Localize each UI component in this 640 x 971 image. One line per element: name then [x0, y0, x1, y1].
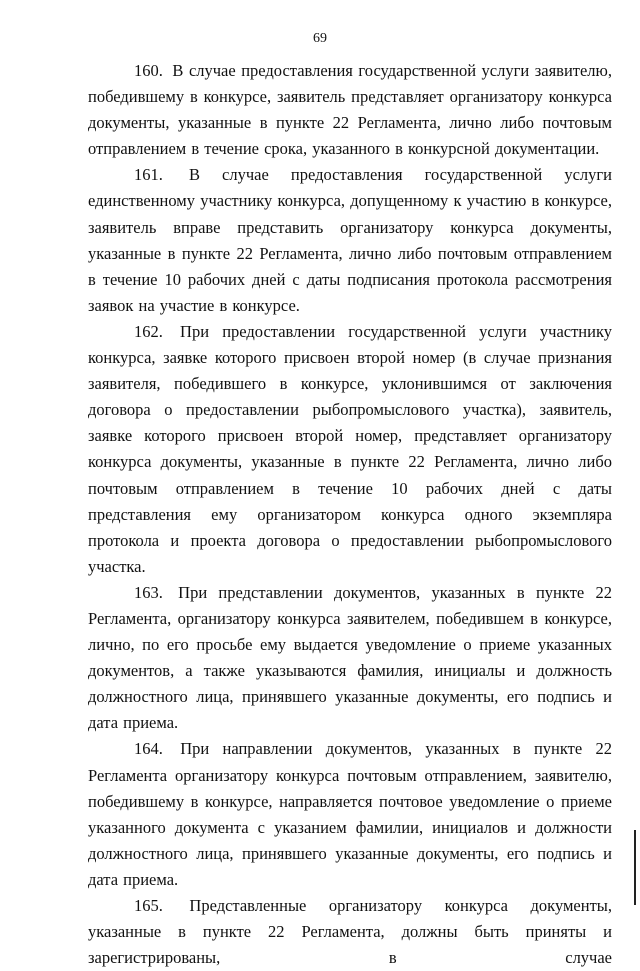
paragraph-number: 160. [134, 61, 163, 80]
paragraph-164 [88, 736, 612, 893]
paragraph-text: В случае предоставления государственной услуги единственному участнику конкурса, допущенному к участию в конкурсе, заявитель вправе представить организатору конкурса документы, указанные в пункте 22 Регламента, лично либо почтовым отправлением в течение 10 рабочих дней с даты подписания протокола рассмотрения заявок на участие в конкурсе. [88, 165, 612, 315]
scan-edge-line [634, 830, 636, 905]
paragraph-161 [88, 162, 612, 319]
paragraph-number: 162. [134, 321, 163, 341]
paragraph-number: 161. [134, 165, 163, 185]
page-number: 69 [313, 31, 327, 46]
paragraph-text: При предоставлении государственной услуги участнику конкурса, заявке которого присвоен второй номер (в случае признания заявителя, победившего в конкурсе, уклонившимся от заключения договора о предоставлении рыбопромыслового участка), заявитель, заявке которого присвоен второй номер, представляет организатору конкурса документы, указанные в пункте 22 Регламента, лично либо почтовым отправлением в течение 10 рабочих дней с даты представления ему организатором конкурса одного экземпляра протокола и проекта договора о предоставлении рыбопромыслового участка. [88, 321, 612, 576]
paragraph-text: При направлении документов, указанных в пункте 22 Регламента организатору конкурса почтовым отправлением, заявителю, победившему в конкурсе, направляется почтовое уведомление о приеме указанного документа с указанием фамилии, инициалов и должности должностного лица, принявшего указанные документы, его подпись и дата приема. [88, 739, 613, 889]
paragraph-text: В случае предоставления государственной услуги заявителю, победившему в конкурсе, заявитель представляет организатору конкурса документы, указанные в пункте 22 Регламента, лично либо почтовым отправлением в течение срока, указанного в конкурсной документации. [88, 61, 612, 159]
paragraph-number: 165. [134, 896, 163, 915]
paragraph-162 [88, 319, 612, 580]
document-body [88, 58, 612, 971]
paragraph-text: Представленные организатору конкурса документы, указанные в пункте 22 Регламента, должны быть приняты и зарегистрированы, в случае [88, 896, 613, 968]
paragraph-number: 164. [134, 739, 163, 759]
paragraph-number: 163. [134, 582, 163, 602]
paragraph-text: При представлении документов, указанных в пункте 22 Регламента, организатору конкурса заявителем, победившем в конкурсе, лично, по его просьбе ему выдается уведомление о приеме указанных документов, а также указываются фамилия, инициалы и должность должностного лица, принявшего указанные документы, его подпись и дата приема. [88, 582, 612, 733]
paragraph-160 [88, 58, 612, 162]
paragraph-163 [88, 580, 612, 737]
